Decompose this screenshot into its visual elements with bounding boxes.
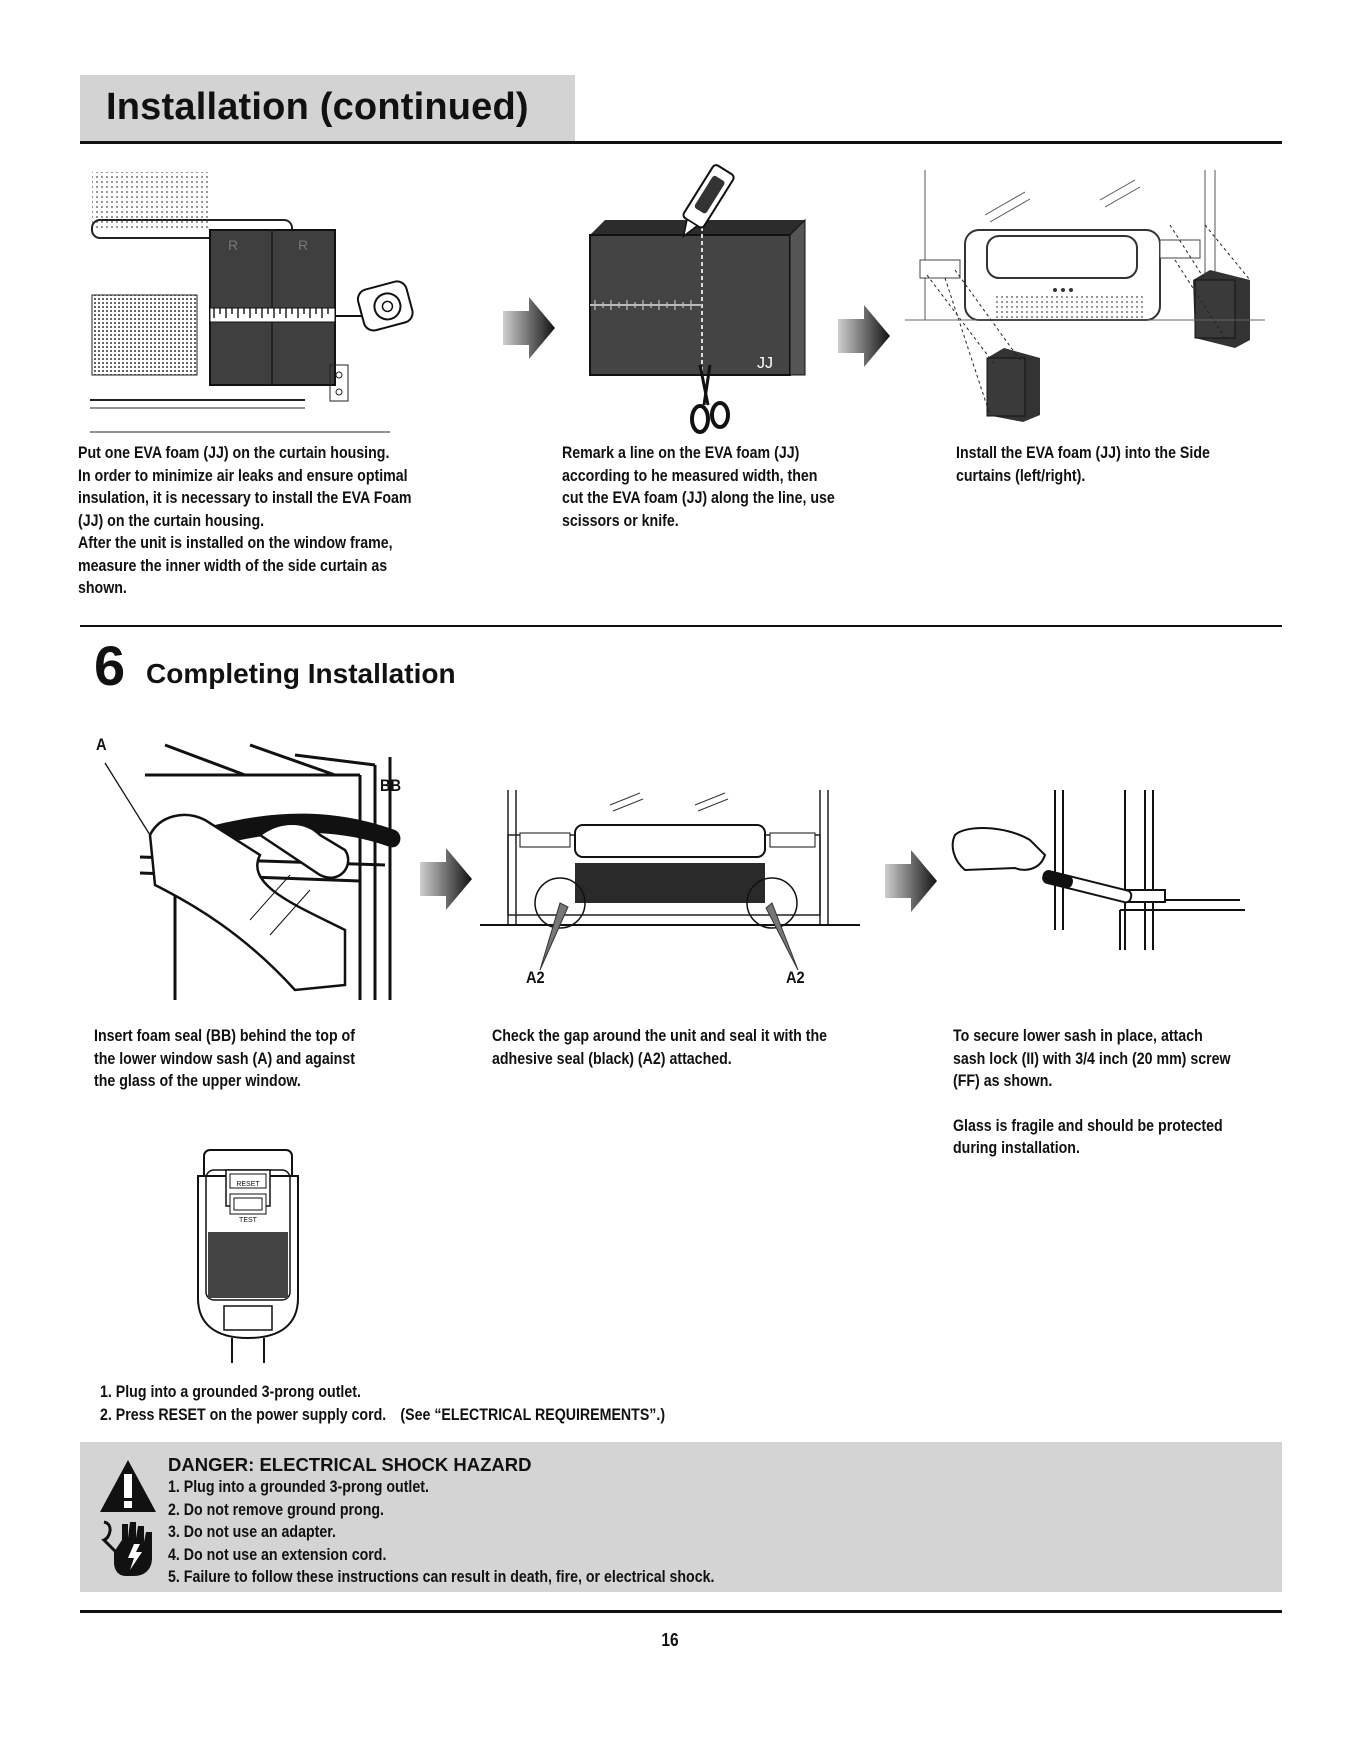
text-line: Glass is fragile and should be protected — [953, 1116, 1223, 1135]
page-title: Installation (continued) — [106, 86, 529, 128]
text-line: the glass of the upper window. — [94, 1072, 301, 1090]
step-number: 6 — [94, 634, 126, 697]
text-line: scissors or knife. — [562, 511, 679, 530]
text-line: Put one EVA foam (JJ) on the curtain housing. — [78, 444, 390, 462]
header-rule — [80, 141, 1282, 144]
text-line: 1. Plug into a grounded 3-prong outlet. — [100, 1383, 361, 1401]
text-line: during installation. — [953, 1139, 1080, 1157]
svg-text:R: R — [298, 237, 309, 253]
arrow-right-icon — [420, 848, 472, 910]
measure-curtain-illustration — [90, 170, 400, 430]
text-line: In order to minimize air leaks and ensure optimal — [78, 466, 408, 485]
text-line: 1. Plug into a grounded 3-prong outlet. — [168, 1478, 429, 1496]
text-line: Insert foam seal (BB) behind the top of — [94, 1027, 355, 1045]
text-line: insulation, it is necessary to install the EVA Foam — [78, 489, 412, 507]
label-a2-right: A2 — [786, 968, 805, 987]
label-a: A — [96, 735, 107, 754]
text-line: according to he measured width, then — [562, 466, 818, 485]
label-a2-left: A2 — [526, 968, 545, 987]
text-line: the lower window sash (A) and against — [94, 1049, 355, 1068]
arrow-right-icon — [885, 850, 937, 912]
text-line: 2. Press RESET on the power supply cord. (See “ELECTRICAL REQUIREMENTS”.) — [100, 1405, 666, 1424]
text-line: shown. — [78, 579, 127, 597]
text-line — [953, 1093, 1231, 1115]
text-line: (FF) as shown. — [953, 1072, 1053, 1090]
foam-step-3-text — [956, 442, 1251, 487]
footer-rule — [80, 1610, 1282, 1613]
text-line: adhesive seal (black) (A2) attached. — [492, 1049, 732, 1068]
arrow-right-icon — [838, 305, 890, 367]
sash-lock-illustration — [945, 790, 1245, 960]
text-line: cut the EVA foam (JJ) along the line, use — [562, 489, 835, 507]
plug-instructions — [100, 1381, 757, 1426]
text-line: measure the inner width of the side curtain as — [78, 556, 388, 575]
text-line: 3. Do not use an adapter. — [168, 1523, 336, 1541]
test-button-label: TEST — [239, 1217, 257, 1224]
seal-step-1-text — [94, 1025, 397, 1093]
danger-list — [168, 1476, 803, 1589]
text-line: (JJ) on the curtain housing. — [78, 511, 265, 530]
text-line: After the unit is installed on the window frame, — [78, 534, 393, 552]
text-line: Remark a line on the EVA foam (JJ) — [562, 444, 800, 462]
text-line: 2. Do not remove ground prong. — [168, 1500, 385, 1519]
seal-step-3-text — [953, 1025, 1276, 1160]
seal-gap-illustration — [480, 785, 860, 985]
warning-triangle-icon — [98, 1458, 158, 1514]
text-line: To secure lower sash in place, attach — [953, 1027, 1203, 1045]
svg-text:R: R — [228, 237, 239, 253]
arrow-right-icon — [503, 297, 555, 359]
text-line: Check the gap around the unit and seal it with the — [492, 1027, 828, 1045]
label-bb: BB — [380, 776, 402, 795]
foam-step-2-text — [562, 442, 879, 532]
text-line: sash lock (II) with 3/4 inch (20 mm) screw — [953, 1049, 1231, 1068]
section-title: Completing Installation — [146, 658, 456, 689]
text-line: 5. Failure to follow these instructions can result in death, fire, or electrical shock. — [168, 1568, 715, 1586]
electrical-shock-icon — [100, 1518, 156, 1578]
page-number: 16 — [661, 1630, 679, 1650]
cut-foam-illustration — [585, 160, 815, 440]
window-seal-illustration — [95, 735, 425, 1005]
danger-title: DANGER: ELECTRICAL SHOCK HAZARD — [168, 1454, 532, 1475]
foam-step-1-text — [78, 442, 466, 600]
text-line: Install the EVA foam (JJ) into the Side — [956, 444, 1210, 462]
text-line: 4. Do not use an extension cord. — [168, 1545, 387, 1564]
plug-illustration — [192, 1148, 304, 1363]
foam-jj-label: JJ — [757, 355, 773, 372]
reset-button-label: RESET — [236, 1181, 260, 1188]
section-divider — [80, 625, 1282, 627]
seal-step-2-text — [492, 1025, 882, 1070]
text-line: curtains (left/right). — [956, 466, 1086, 485]
install-foam-illustration — [905, 170, 1275, 430]
